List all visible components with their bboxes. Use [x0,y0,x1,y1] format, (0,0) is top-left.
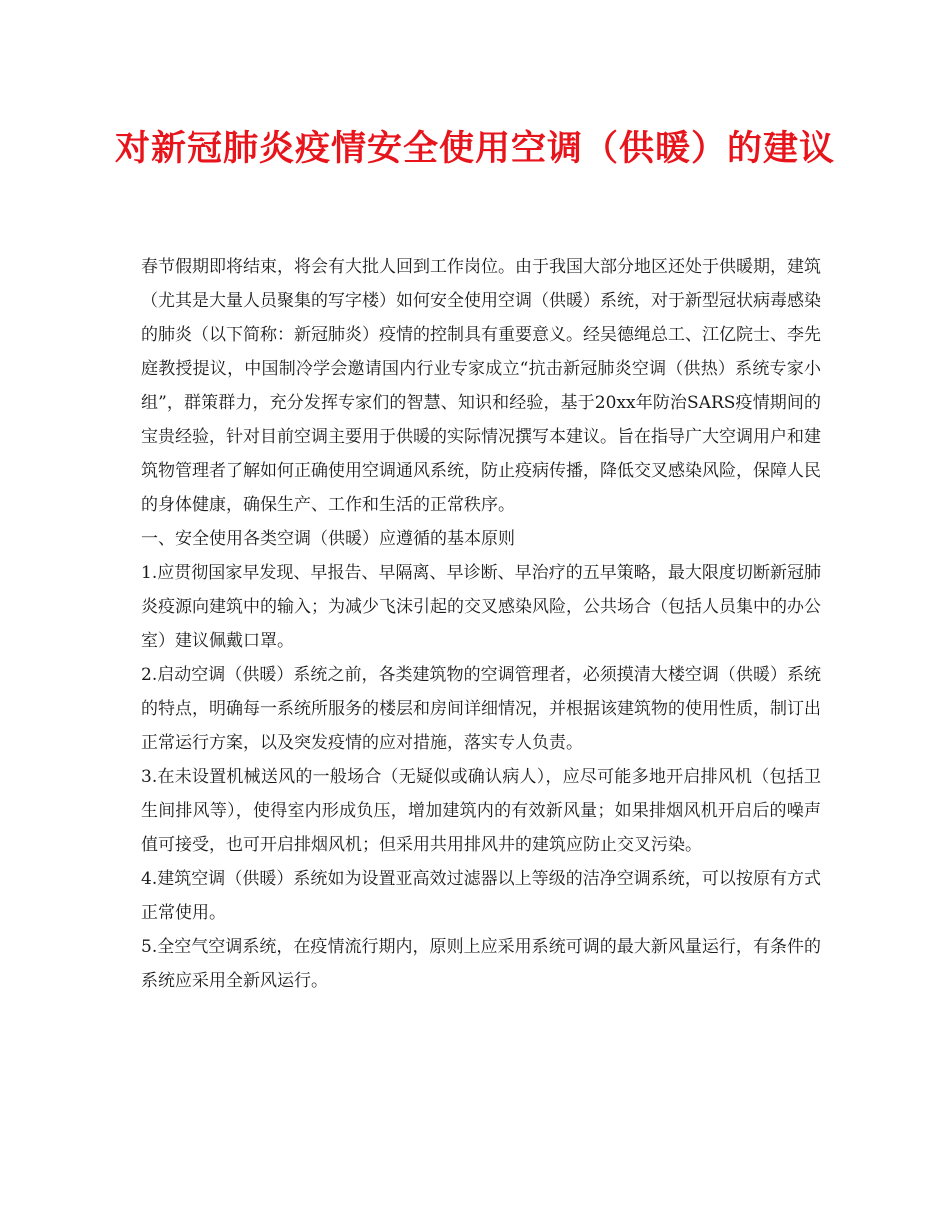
section-heading: 一、安全使用各类空调（供暖）应遵循的基本原则 [141,529,515,549]
document-body [141,250,821,998]
paragraph-item-2: 2.启动空调（供暖）系统之前，各类建筑物的空调管理者，必须摸清大楼空调（供暖）系统的特点，明确每一系统所服务的楼层和房间详细情况，并根据该建筑物的使用性质，制订出正常运行方案，以及突发疫情的应对措施，落实专人负责。 [141,665,821,753]
document-title: 对新冠肺炎疫情安全使用空调（供暖）的建议 [114,128,835,169]
paragraph-item-5: 5.全空气空调系统，在疫情流行期内，原则上应采用系统可调的最大新风量运行，有条件的系统应采用全新风运行。 [141,937,821,991]
paragraph-item-4: 4.建筑空调（供暖）系统如为设置亚高效过滤器以上等级的洁净空调系统，可以按原有方式正常使用。 [141,869,821,923]
paragraph-item-3: 3.在未设置机械送风的一般场合（无疑似或确认病人），应尽可能多地开启排风机（包括卫生间排风等），使得室内形成负压，增加建筑内的有效新风量；如果排烟风机开启后的噪声值可接受，也可开启排烟风机；但采用共用排风井的建筑应防止交叉污染。 [141,767,821,855]
paragraph-item-1: 1.应贯彻国家早发现、早报告、早隔离、早诊断、早治疗的五早策略，最大限度切断新冠肺炎疫源向建筑中的输入；为减少飞沫引起的交叉感染风险，公共场合（包括人员集中的办公室）建议佩戴口罩。 [141,563,821,651]
paragraph-intro: 春节假期即将结束，将会有大批人回到工作岗位。由于我国大部分地区还处于供暖期，建筑（尤其是大量人员聚集的写字楼）如何安全使用空调（供暖）系统，对于新型冠状病毒感染的肺炎（以下简称：新冠肺炎）疫情的控制具有重要意义。经吴德绳总工、江亿院士、李先庭教授提议，中国制冷学会邀请国内行业专家成立“抗击新冠肺炎空调（供热）系统专家小组”，群策群力，充分发挥专家们的智慧、知识和经验，基于20xx年防治SARS疫情期间的宝贵经验，针对目前空调主要用于供暖的实际情况撰写本建议。旨在指导广大空调用户和建筑物管理者了解如何正确使用空调通风系统，防止疫病传播，降低交叉感染风险，保障人民的身体健康，确保生产、工作和生活的正常秩序。 [141,257,821,515]
